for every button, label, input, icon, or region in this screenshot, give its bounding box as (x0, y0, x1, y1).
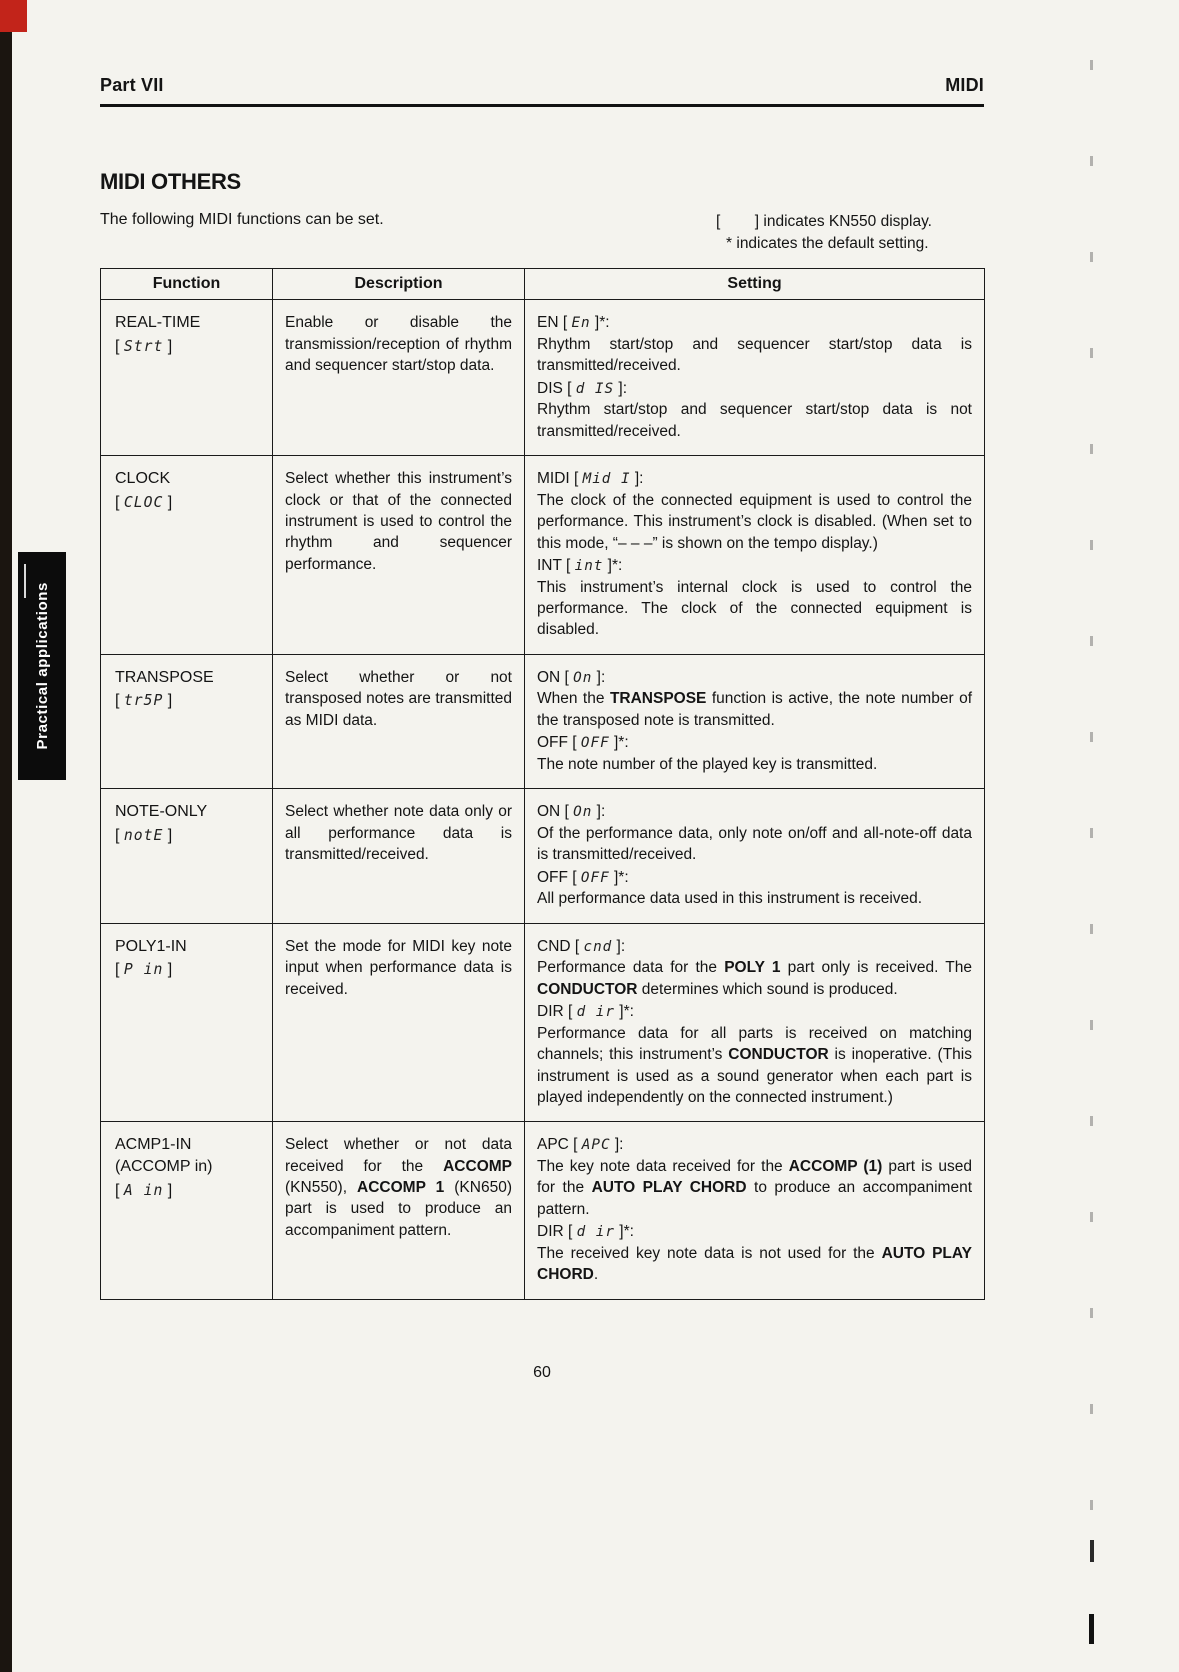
table-row (101, 1122, 985, 1299)
function-cell (101, 1122, 273, 1299)
setting-text: Of the performance data, only note on/off and all-note-off data is transmitted/received. (537, 824, 972, 864)
function-description: Set the mode for MIDI key note input when performance data is received. (285, 937, 512, 998)
settings-cell (525, 456, 985, 655)
function-display-code: [ tr5P ] (115, 692, 173, 710)
function-cell (101, 456, 273, 655)
setting-label: OFF [ OFF ]*: (537, 734, 629, 752)
function-name-line: NOTE-ONLY (115, 803, 208, 821)
lcd-display-code: Mid I (582, 471, 631, 488)
setting-text: The clock of the connected equipment is used to control the performance. This instrument’s clock is disabled. (When set to this mode, “– – –” is shown on the tempo display.) (537, 491, 972, 552)
section-tab-practical-applications (18, 552, 66, 780)
settings-cell (525, 1122, 985, 1299)
setting-label: CND [ cnd ]: (537, 937, 626, 955)
lcd-display-code: APC (581, 1137, 611, 1154)
column-header-function: Function (101, 269, 273, 300)
section-tab-label: Practical applications (33, 582, 51, 750)
lcd-display-code: notE (123, 826, 164, 844)
setting-label: DIS [ d IS ]: (537, 379, 628, 397)
page-title: MIDI OTHERS (100, 169, 241, 194)
description-cell (273, 1122, 525, 1299)
lcd-display-code: P in (123, 961, 164, 979)
document-page (100, 0, 984, 1382)
function-cell (101, 300, 273, 456)
scan-artifact-mark (1090, 1540, 1094, 1562)
lcd-display-code: d IS (575, 380, 615, 397)
function-name-line: TRANSPOSE (115, 668, 214, 686)
setting-label: OFF [ OFF ]*: (537, 868, 629, 886)
lcd-display-code: CLOC (123, 493, 164, 511)
setting-label: ON [ On ]: (537, 803, 606, 821)
table-header-row (101, 269, 985, 300)
function-description: Select whether or not transposed notes are transmitted as MIDI data. (285, 668, 512, 729)
setting-text: The received key note data is not used for the AUTO PLAY CHORD. (537, 1244, 972, 1284)
lcd-display-code: Strt (123, 337, 164, 355)
setting-text: When the TRANSPOSE function is active, the note number of the transposed note is transmitted. (537, 690, 972, 729)
scan-artifact-mark (1089, 1614, 1094, 1644)
table-row (101, 300, 985, 456)
setting-label: ON [ On ]: (537, 668, 606, 686)
setting-label: DIR [ d ir ]*: (537, 1003, 634, 1021)
note-kn550-display: [ ] indicates KN550 display. (716, 213, 932, 230)
scan-red-corner (0, 0, 27, 32)
table-row (101, 923, 985, 1122)
function-display-code: [ P in ] (115, 961, 173, 979)
legend-notes (716, 211, 932, 254)
note-default-setting: * indicates the default setting. (726, 234, 929, 252)
table-row (101, 789, 985, 923)
lcd-display-code: OFF (580, 735, 610, 752)
column-header-setting: Setting (525, 269, 985, 300)
function-name (115, 468, 264, 490)
setting-text: The key note data received for the ACCOMP (1) part is used for the AUTO PLAY CHORD to produce an accompaniment pattern. (537, 1158, 973, 1218)
setting-label: MIDI [ Mid I ]: (537, 470, 644, 488)
function-cell (101, 789, 273, 923)
table-row (101, 456, 985, 655)
lcd-display-code: On (573, 669, 593, 686)
setting-text: Performance data for all parts is received on matching channels; this instrument’s CONDUCTOR is inoperative. (This instrument is used as a sound generator when each part is played independently on the connected instrument.) (537, 1024, 972, 1106)
intro-text: The following MIDI functions can be set. (100, 211, 384, 228)
midi-functions-table (100, 268, 985, 1299)
intro-row (100, 211, 984, 254)
function-name (115, 667, 264, 689)
lcd-display-code: int (574, 558, 604, 575)
function-cell (101, 923, 273, 1122)
setting-text: This instrument’s internal clock is used to control the performance. The clock of the connected equipment is disabled. (537, 578, 972, 639)
lcd-display-code: d ir (576, 1224, 615, 1241)
description-cell (273, 789, 525, 923)
setting-label: APC [ APC ]: (537, 1136, 624, 1154)
midi-table-body (101, 300, 985, 1299)
lcd-display-code: d ir (576, 1004, 615, 1021)
table-row (101, 654, 985, 788)
setting-label: EN [ En ]*: (537, 314, 610, 332)
lcd-display-code: OFF (580, 869, 610, 886)
function-name-line: ACMP1-IN (115, 1136, 192, 1154)
function-display-code: [ CLOC ] (115, 493, 173, 511)
function-name-line: POLY1-IN (115, 937, 187, 955)
settings-cell (525, 300, 985, 456)
function-name (115, 1134, 264, 1177)
page-header (100, 0, 984, 107)
setting-label: DIR [ d ir ]*: (537, 1223, 634, 1241)
header-section-label: MIDI (945, 75, 984, 95)
setting-text: The note number of the played key is transmitted. (537, 755, 878, 773)
lcd-display-code: En (571, 315, 591, 332)
function-display-code: [ Strt ] (115, 337, 173, 355)
function-name-line: REAL-TIME (115, 314, 201, 332)
settings-cell (525, 654, 985, 788)
header-part-label: Part VII (100, 75, 164, 95)
setting-label: INT [ int ]*: (537, 557, 623, 575)
setting-text: All performance data used in this instrument is received. (537, 890, 923, 908)
scan-left-edge (0, 0, 12, 1672)
function-name (115, 936, 264, 958)
function-display-code: [ notE ] (115, 826, 173, 844)
function-description: Select whether or not data received for the ACCOMP (KN550), ACCOMP 1 (KN650) part is used to produce an accompaniment pattern. (285, 1136, 512, 1239)
setting-text: Rhythm start/stop and sequencer start/stop data is transmitted/received. (537, 336, 972, 375)
function-description: Select whether this instrument’s clock or that of the connected instrument is used to control the rhythm and sequencer performance. (285, 470, 512, 573)
function-cell (101, 654, 273, 788)
column-header-description: Description (273, 269, 525, 300)
description-cell (273, 300, 525, 456)
settings-cell (525, 923, 985, 1122)
scan-artifacts (1090, 60, 1093, 1560)
function-display-code: [ A in ] (115, 1181, 173, 1199)
function-name-line: (ACCOMP in) (115, 1157, 213, 1175)
setting-text: Performance data for the POLY 1 part only is received. The CONDUCTOR determines which sound is produced. (537, 959, 972, 998)
lcd-display-code: A in (123, 1181, 164, 1199)
lcd-display-code: On (573, 804, 593, 821)
lcd-display-code: cnd (583, 938, 613, 955)
description-cell (273, 654, 525, 788)
function-description: Select whether note data only or all performance data is transmitted/received. (285, 803, 512, 864)
page-number: 60 (533, 1363, 551, 1381)
description-cell (273, 456, 525, 655)
setting-text: Rhythm start/stop and sequencer start/stop data is not transmitted/received. (537, 401, 972, 440)
description-cell (273, 923, 525, 1122)
function-name (115, 312, 264, 334)
function-name-line: CLOCK (115, 470, 171, 488)
function-description: Enable or disable the transmission/reception of rhythm and sequencer start/stop data. (285, 314, 512, 375)
function-name (115, 801, 264, 823)
settings-cell (525, 789, 985, 923)
lcd-display-code: tr5P (123, 692, 164, 710)
